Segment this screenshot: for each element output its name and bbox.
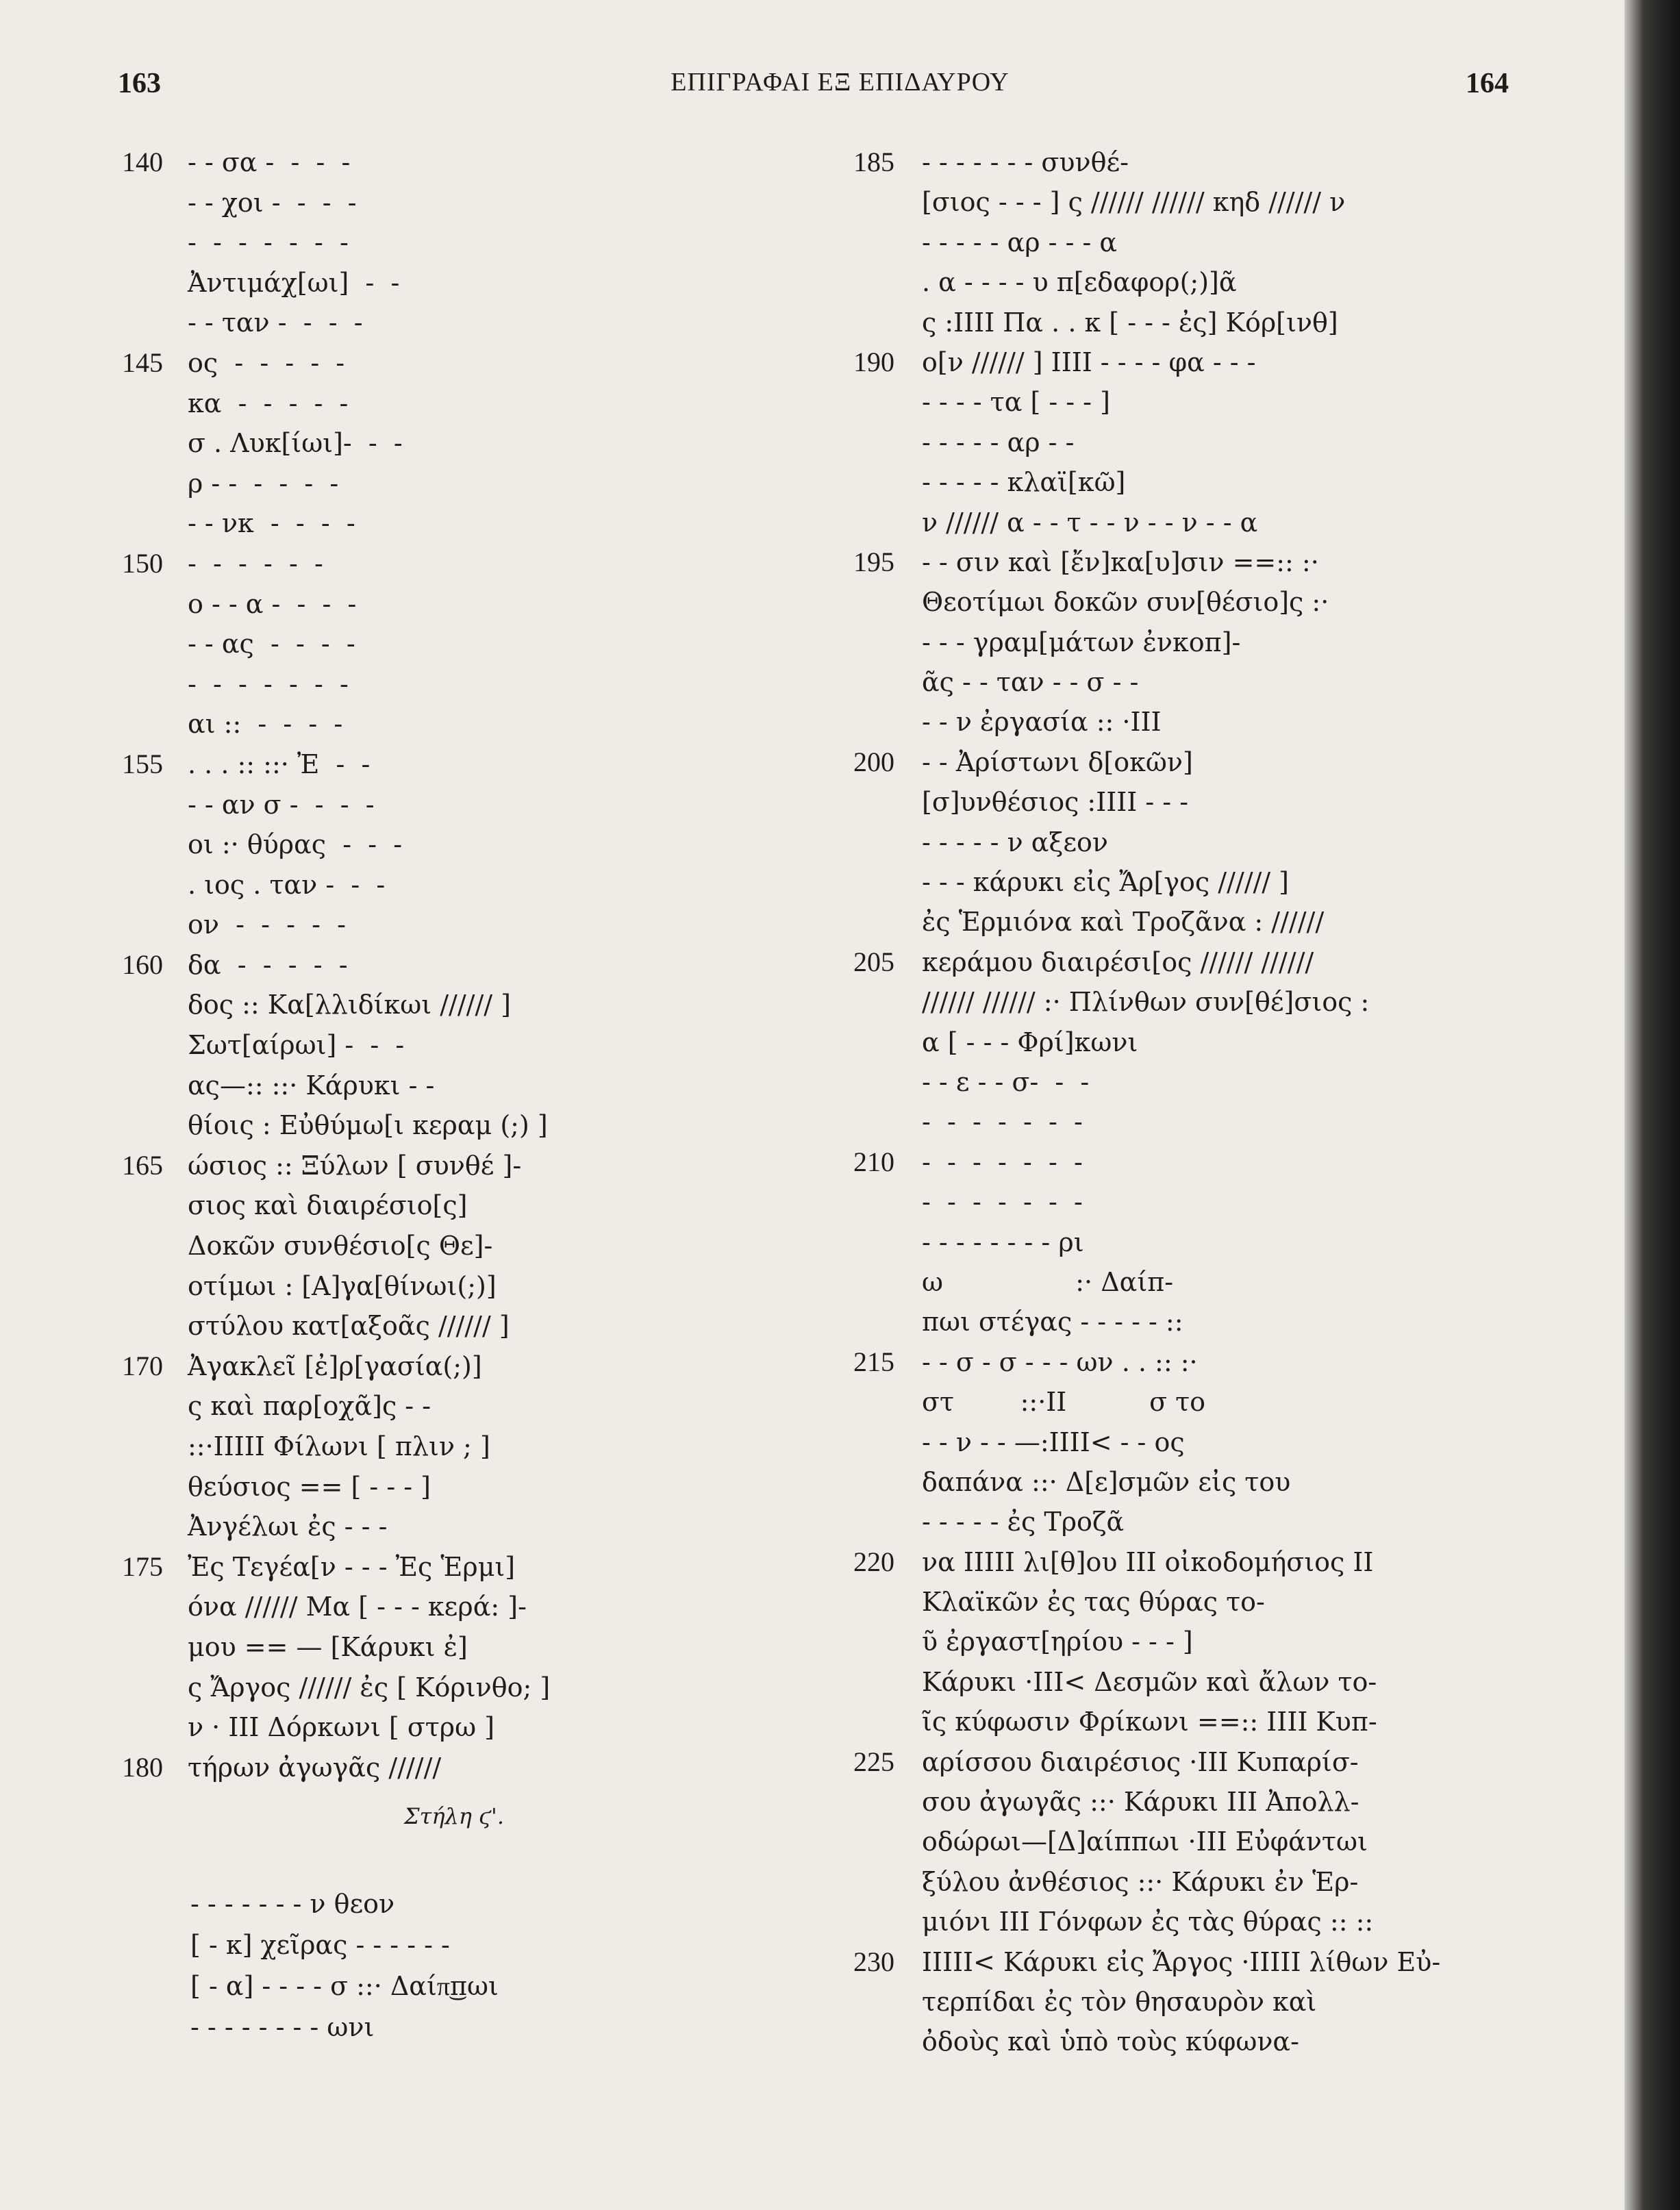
- line-text: οτίμωι : [Α]γα[θίνωι(;)]: [188, 1270, 497, 1301]
- line-text: [σ]υνθέσιος :ΙΙΙΙ - - -: [922, 787, 1189, 818]
- line-text: ον - - - - -: [188, 909, 346, 940]
- line-text: ω :· Δαίπ-: [922, 1266, 1174, 1297]
- line-text: κα - - - - -: [188, 388, 349, 418]
- line-text: Σωτ[αίρωι] - - -: [188, 1030, 405, 1061]
- line-text: - - - - - - -: [922, 1187, 1083, 1218]
- line-text: μου == — [Κάρυκι ἐ]: [188, 1631, 468, 1662]
- line-text: - - - - - ἐς Τροζᾶ: [922, 1507, 1125, 1537]
- line-text: - - σ - σ - - - ων . . :: :·: [922, 1346, 1198, 1377]
- line-text: τερπίδαι ἐς τὸν θησαυρὸν καὶ: [922, 1986, 1317, 2017]
- line-text: δος :: Κα[λλιδίκωι ////// ]: [188, 990, 511, 1020]
- line-text: ῖς κύφωσιν Φρίκωνι ==:: ΙΙΙΙ Κυπ-: [922, 1707, 1377, 1737]
- line-text: ν · ΙΙΙ Δόρκωνι [ στρω ]: [188, 1712, 495, 1743]
- line-number: 220: [853, 1546, 894, 1577]
- line-number: 185: [853, 147, 894, 177]
- line-text: κεράμου διαιρέσι[ος ////// //////: [922, 946, 1314, 977]
- left-page-number: 163: [118, 68, 161, 99]
- line-number: 160: [122, 949, 163, 980]
- line-text: θεύσιος == [ - - - ]: [188, 1471, 431, 1502]
- line-text: οδώρωι—[Δ]αίππωι ·ΙΙΙ Εὐφάντωι: [922, 1826, 1368, 1857]
- line-text: - - - - τα [ - - - ]: [922, 387, 1110, 418]
- line-text: σ . Λυκ[ίωι]- - -: [188, 428, 403, 459]
- line-text: σου ἀγωγᾶς ::· Κάρυκι ΙΙΙ Ἀπολλ-: [922, 1787, 1359, 1818]
- line-text: - - σα - - - -: [188, 147, 351, 177]
- line-text: - - ας - - - -: [188, 629, 355, 660]
- line-text: - - - - - - - - ρι: [922, 1227, 1084, 1257]
- line-text: ἐς Ἑρμιόνα καὶ Τροζᾶνα : //////: [922, 907, 1325, 938]
- line-text: ς καὶ παρ[οχᾶ]ς - -: [188, 1391, 431, 1422]
- line-text: α [ - - - Φρί]κωνι: [922, 1027, 1138, 1057]
- line-number: 230: [853, 1946, 894, 1977]
- line-number: 210: [853, 1146, 894, 1177]
- line-text: [ - α] - - - - σ ::· Δαίπ͜πωι: [190, 1971, 499, 2001]
- line-text: ξύλου ἀνθέσιος ::· Κάρυκι ἐν Ἑρ-: [922, 1866, 1359, 1897]
- line-text: - - - γραμ[μάτων ἐνκοπ]-: [922, 627, 1241, 657]
- line-text: μιόνι ΙΙΙ Γόνφων ἐς τὰς θύρας :: ::: [922, 1907, 1374, 1937]
- right-page-number: 164: [1466, 68, 1509, 99]
- line-text: δα - - - - -: [188, 949, 348, 980]
- line-text: ο - - α - - - -: [188, 588, 357, 619]
- line-number: 180: [122, 1751, 163, 1783]
- line-text: - - - - - -: [188, 548, 323, 579]
- line-text: - - ταν - - - -: [188, 307, 363, 338]
- line-text: ο[ν ////// ] ΙΙΙΙ - - - - φα - - -: [922, 347, 1256, 377]
- line-text: να ΙΙΙΙΙ λι[θ]ου ΙΙΙ οἰκοδομήσιος ΙΙ: [922, 1546, 1374, 1577]
- line-text: ////// ////// :· Πλίνθων συν[θέ]σιος :: [922, 987, 1370, 1018]
- line-text: Ἀνγέλωι ἐς - - -: [188, 1511, 388, 1542]
- line-text: αι :: - - - -: [188, 709, 343, 740]
- line-number: 140: [122, 147, 163, 177]
- line-text: [ - κ] χεῖρας - - - - - -: [190, 1930, 450, 1960]
- line-text: αρίσσου διαιρέσιος ·ΙΙΙ Κυπαρίσ-: [922, 1746, 1359, 1777]
- line-text: ν ////// α - - τ - - ν - - ν - - α: [922, 507, 1258, 538]
- line-text: Κλαϊκῶν ἐς τας θύρας το-: [922, 1587, 1265, 1618]
- line-text: ῦ ἐργαστ[ηρίου - - - ]: [922, 1627, 1193, 1657]
- line-text: - - ν ἐργασία :: ·ΙΙΙ: [922, 707, 1162, 738]
- line-text: [σιος - - - ] ς ////// ////// κηδ ////// ν: [922, 187, 1346, 218]
- line-text: - - νκ - - - -: [188, 508, 355, 539]
- line-text: ΙΙΙΙΙ< Κάρυκι εἰς Ἄργος ·ΙΙΙΙΙ λίθων Εὐ-: [922, 1946, 1441, 1977]
- line-text: όνα ////// Μα [ - - - κερά: ]-: [188, 1592, 527, 1622]
- line-number: 150: [122, 547, 163, 579]
- line-number: 225: [853, 1746, 894, 1777]
- running-title: ΕΠΙΓΡΑΦΑΙ ΕΞ ΕΠΙΔΑΥΡΟΥ: [670, 68, 1010, 97]
- line-text: - - - - - - -: [922, 1107, 1083, 1138]
- line-text: - - - - - ν αξεον: [922, 827, 1109, 857]
- line-text: Ἀντιμάχ[ωι] - -: [188, 267, 400, 298]
- line-text: - - - - - κλαϊ[κῶ]: [922, 467, 1126, 498]
- line-text: - - ν - - —:ΙΙΙΙ< - - ος: [922, 1427, 1185, 1457]
- line-text: Θεοτίμωι δοκῶν συν[θέσιο]ς :·: [922, 587, 1329, 618]
- line-number: 165: [122, 1149, 163, 1181]
- stele-heading: Στήλη ϛ'.: [404, 1803, 505, 1829]
- book-spine-shadow: [1625, 0, 1680, 2210]
- line-number: 170: [122, 1350, 163, 1381]
- line-number: 175: [122, 1550, 163, 1582]
- line-text: - - - - - - - συνθέ-: [922, 147, 1129, 177]
- line-text: σιος καὶ διαιρέσιο[ς]: [188, 1190, 468, 1221]
- line-text: Ἐς Τεγέα[ν - - - Ἐς Ἑρμι]: [188, 1551, 516, 1582]
- line-number: 205: [853, 946, 894, 977]
- line-number: 155: [122, 748, 163, 779]
- line-number: 195: [853, 546, 894, 577]
- line-text: ώσιος :: Ξύλων [ συνθέ ]-: [188, 1150, 522, 1181]
- line-text: Δοκῶν συνθέσιο[ς Θε]-: [188, 1231, 493, 1261]
- line-text: ας—:: ::· Κάρυκι - -: [188, 1070, 435, 1101]
- line-text: ς Ἄργος ////// ἐς [ Κόρινθο; ]: [188, 1672, 551, 1703]
- line-text: - - ε - - σ- - -: [922, 1066, 1090, 1097]
- line-text: ς :ΙΙΙΙ Πα . . κ [ - - - ἐς] Κόρ[ινθ]: [922, 307, 1338, 338]
- line-text: στύλου κατ[αξοᾶς ////// ]: [188, 1311, 510, 1342]
- line-number: 190: [853, 346, 894, 377]
- line-text: οι :· θύρας - - -: [188, 829, 403, 860]
- line-text: ::·ΙΙΙΙΙ Φίλωνι [ πλιν ; ]: [188, 1431, 490, 1461]
- line-text: τήρων ἀγωγᾶς //////: [188, 1752, 442, 1783]
- line-number: 215: [853, 1346, 894, 1377]
- line-text: . ιος . ταν - - -: [188, 869, 386, 900]
- line-number: 200: [853, 746, 894, 777]
- line-text: - - - - - - -: [188, 668, 349, 699]
- line-text: - - - - - - - - ωνι: [190, 2012, 375, 2042]
- line-number: 145: [122, 347, 163, 378]
- line-text: - - - - - - -: [188, 227, 349, 258]
- line-text: ρ - - - - - -: [188, 468, 339, 499]
- line-text: - - - κάρυκι εἰς Ἄρ[γος ////// ]: [922, 867, 1290, 898]
- line-text: θίοις : Εὐθύμω[ι κεραμ (;) ]: [188, 1110, 548, 1141]
- line-text: - - χοι - - - -: [188, 187, 357, 218]
- line-text: - - - - - - - ν θεον: [190, 1889, 395, 1919]
- line-text: - - - - - - -: [922, 1146, 1083, 1177]
- line-text: - - Ἀρίστωνι δ[οκῶν]: [922, 746, 1193, 777]
- line-text: στ ::·ΙΙ σ το: [922, 1387, 1206, 1418]
- line-text: πωι στέγας - - - - - ::: [922, 1307, 1183, 1338]
- line-text: ος - - - - -: [188, 347, 345, 378]
- line-text: - - σιν καὶ [ἔν]κα[υ]σιν ==:: :·: [922, 547, 1319, 577]
- line-text: Ἀγακλεῖ [ἐ]ρ[γασία(;)]: [188, 1351, 482, 1381]
- line-text: ὀδοὺς καὶ ὑπὸ τοὺς κύφωνα-: [922, 2026, 1299, 2057]
- line-text: - - αν σ - - - -: [188, 789, 375, 820]
- line-text: δαπάνα ::· Δ[ε]σμῶν εἰς του: [922, 1466, 1291, 1497]
- line-text: Κάρυκι ·ΙΙΙ< Δεσμῶν καὶ ἄλων το-: [922, 1666, 1377, 1697]
- line-text: . . . :: ::· Ἐ - -: [188, 749, 371, 779]
- line-text: - - - - - αρ - - - α: [922, 227, 1118, 258]
- line-text: . α - - - - υ π[εδαφορ(;)]ᾶ: [922, 267, 1237, 298]
- line-text: - - - - - αρ - -: [922, 427, 1075, 457]
- line-text: ᾶς - - ταν - - σ - -: [922, 667, 1139, 698]
